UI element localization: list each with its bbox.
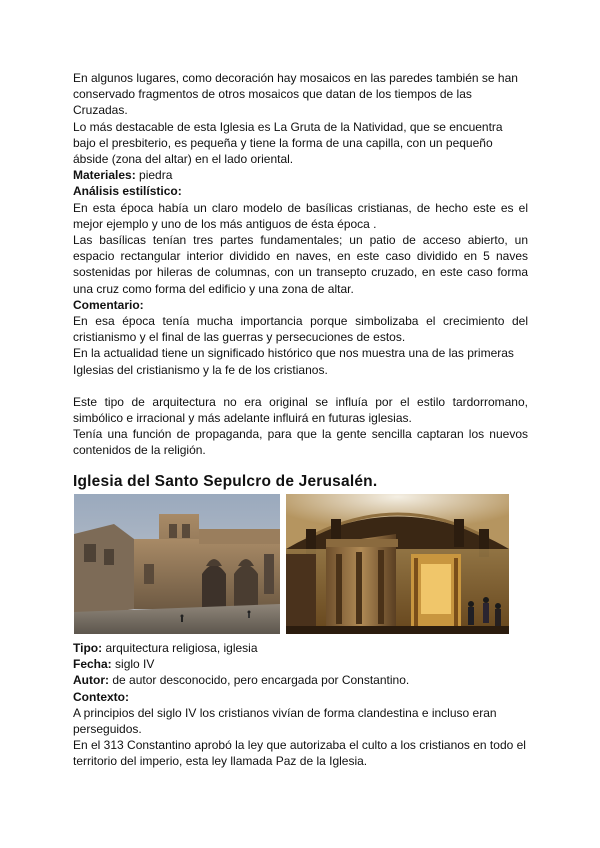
section-heading: Iglesia del Santo Sepulcro de Jerusalén. bbox=[73, 473, 378, 490]
paragraph-contexto-2: En el 313 Constantino aprobó la ley que autorizaba el culto a los cristianos en todo el territorio del imperio, esta ley llamada Paz de la Iglesia. bbox=[73, 738, 526, 769]
paragraph-comentario-4: Tenía una función de propaganda, para que la gente sencilla captaran los nuevos contenidos de la religión. bbox=[73, 427, 528, 458]
church-interior-edicule-photo bbox=[286, 494, 509, 634]
paragraph-contexto-1: A principios del siglo IV los cristianos vivían de forma clandestina e incluso eran perseguidos. bbox=[73, 705, 497, 737]
fecha-value: siglo IV bbox=[111, 657, 155, 672]
contexto-heading: Contexto: bbox=[73, 689, 129, 704]
materiales-value: piedra bbox=[135, 168, 173, 183]
fecha-label: Fecha: bbox=[73, 657, 112, 672]
paragraph-gap bbox=[73, 378, 528, 394]
paragraph-gruta: Lo más destacable de esta Iglesia es La Gruta de la Natividad, que se encuentra bajo el presbiterio, es pequeña y tiene la forma de una capilla, con un pequeño ábside (zona del altar) en el lado oriental. bbox=[73, 119, 503, 167]
paragraph-analisis-1: En esta época había un claro modelo de basílicas cristianas, de hecho este es el mejor ejemplo y uno de los más antiguos de ésta época . bbox=[73, 200, 528, 231]
paragraph-mosaicos: En algunos lugares, como decoración hay mosaicos en las paredes también se han conservado fragmentos de otros mosaicos que datan de los tiempos de las Cruzadas. bbox=[73, 71, 518, 118]
paragraph-analisis-2: Las basílicas tenían tres partes fundamentales; un patio de acceso abierto, un espacio rectangular interior dividido en naves, en este caso dividido en 5 naves sostenidas por hileras de columnas, con un transepto cruzado, en este caso forma una cruz como forma del edificio y una zona de altar. bbox=[73, 233, 528, 296]
autor-label: Autor: bbox=[73, 673, 109, 688]
paragraph-comentario-1: En esa época tenía mucha importancia porque simbolizaba el crecimiento del cristianismo y el final de las guerras y persecuciones de estos. bbox=[73, 314, 528, 345]
paragraph-comentario-3: Este tipo de arquitectura no era original se influía por el estilo tardorromano, simbólico e irracional y más adelante influirá en futuras iglesias. bbox=[73, 394, 528, 426]
text-block-bottom bbox=[73, 640, 528, 770]
fecha-line bbox=[73, 656, 528, 672]
comentario-heading: Comentario: bbox=[73, 297, 144, 312]
text-block-top bbox=[73, 70, 528, 459]
autor-value: de autor desconocido, pero encargada por Constantino. bbox=[109, 673, 410, 688]
tipo-value: arquitectura religiosa, iglesia bbox=[102, 641, 258, 655]
tipo-line bbox=[73, 640, 528, 656]
paragraph-comentario-2: En la actualidad tiene un significado histórico que nos muestra una de las primeras Iglesias del cristianismo y la fe de los cristianos. bbox=[73, 346, 514, 377]
tipo-label: Tipo: bbox=[73, 641, 103, 655]
materiales-label: Materiales: bbox=[73, 168, 136, 183]
analisis-heading: Análisis estilístico: bbox=[73, 184, 182, 199]
materiales-line bbox=[73, 167, 528, 183]
church-exterior-photo bbox=[74, 494, 280, 634]
autor-line bbox=[73, 672, 528, 688]
